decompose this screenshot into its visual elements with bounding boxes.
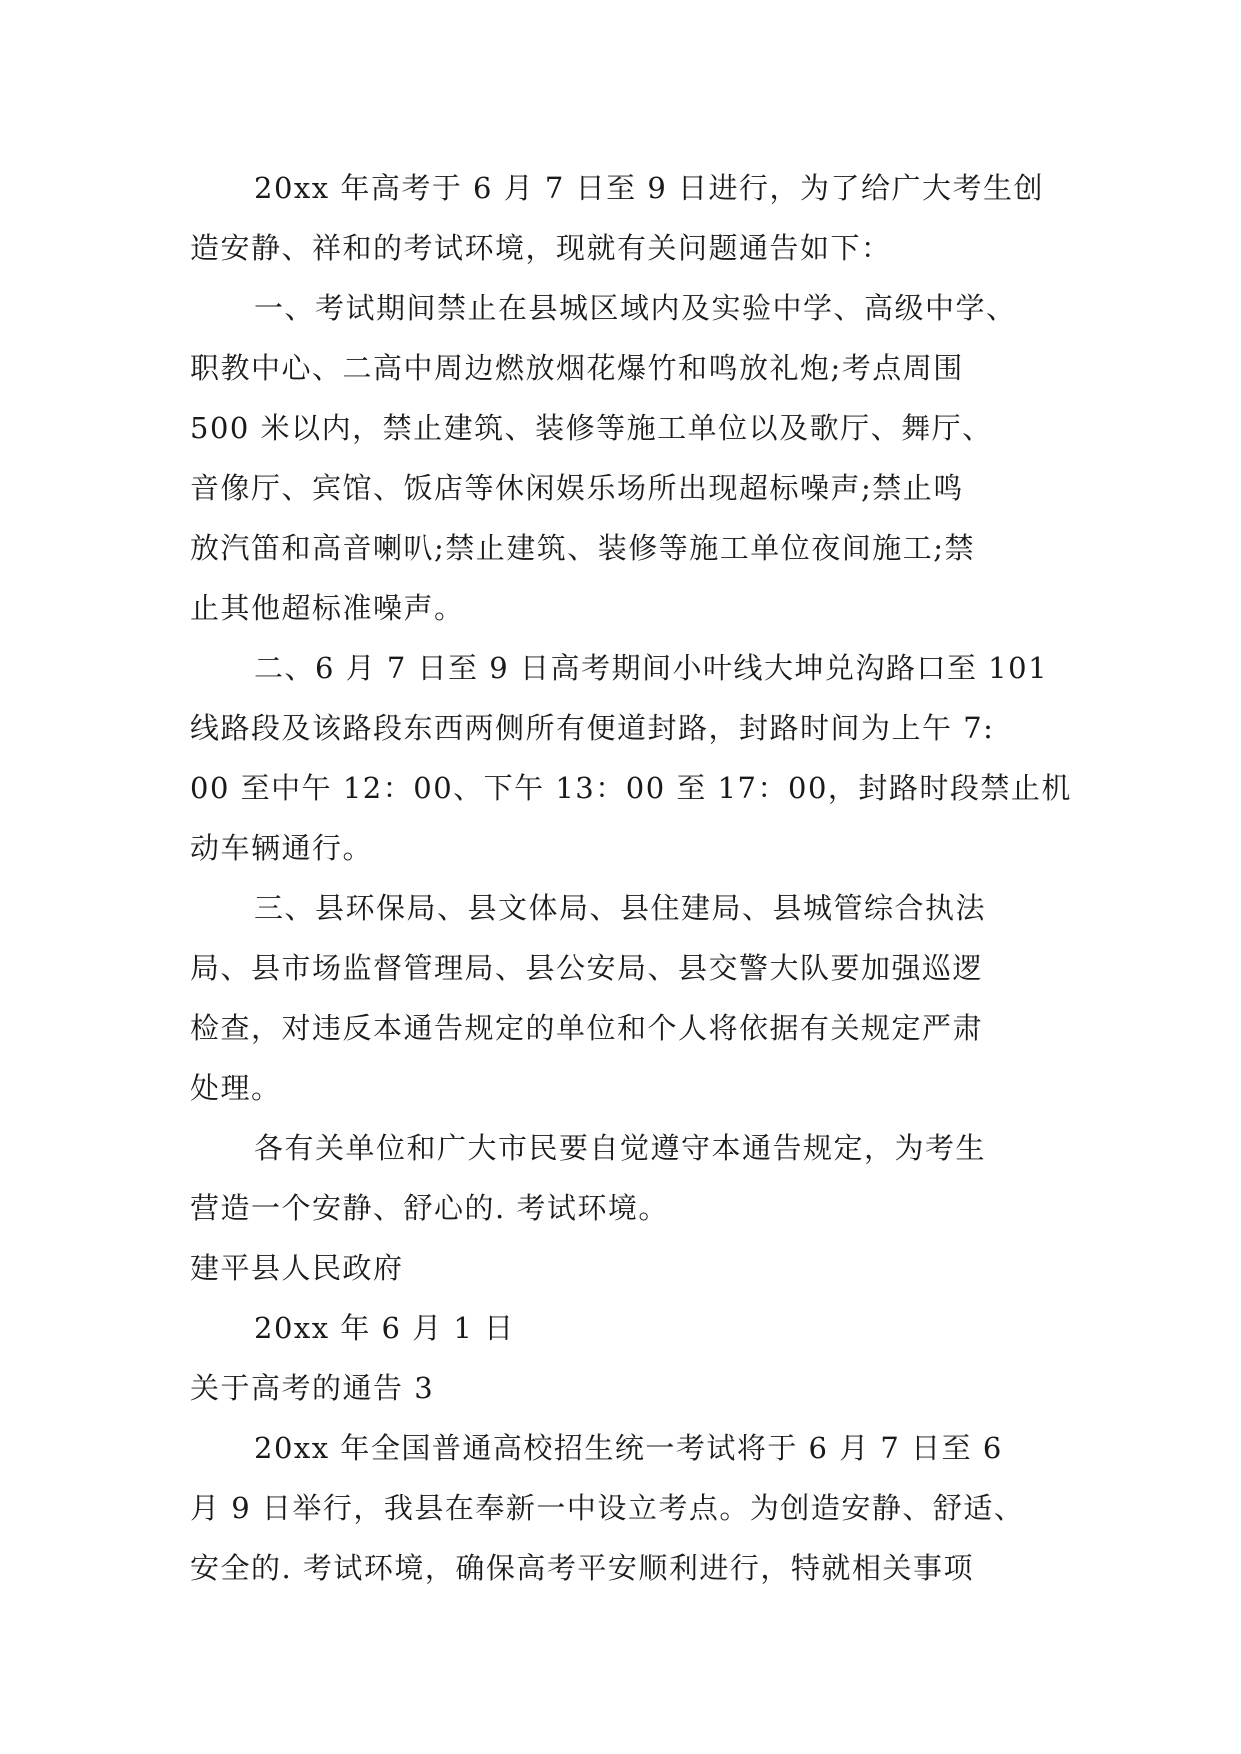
text-line: 线路段及该路段东西两侧所有便道封路，封路时间为上午 7:: [190, 711, 995, 745]
text-line: 20xx 年全国普通高校招生统一考试将于 6 月 7 日至 6: [254, 1431, 1003, 1465]
signature-date: 20xx 年 6 月 1 日: [254, 1311, 515, 1345]
text-line: 造安静、祥和的考试环境，现就有关问题通告如下：: [190, 231, 892, 265]
text-line: 各有关单位和广大市民要自觉遵守本通告规定，为考生: [254, 1131, 987, 1165]
text-line: 安全的. 考试环境，确保高考平安顺利进行，特就相关事项: [190, 1551, 974, 1585]
text-line: 止其他超标准噪声。: [190, 591, 465, 625]
section-title: 关于高考的通告 3: [190, 1371, 435, 1405]
text-line: 二、6 月 7 日至 9 日高考期间小叶线大坤兑沟路口至 101: [254, 651, 1049, 685]
text-line: 处理。: [190, 1071, 282, 1105]
text-line: 500 米以内，禁止建筑、装修等施工单位以及歌厅、舞厅、: [190, 411, 993, 445]
text-line: 放汽笛和高音喇叭;禁止建筑、装修等施工单位夜间施工;禁: [190, 531, 976, 565]
text-line: 动车辆通行。: [190, 831, 374, 865]
signature-org: 建平县人民政府: [190, 1251, 404, 1285]
text-line: 音像厅、宾馆、饭店等休闲娱乐场所出现超标噪声;禁止鸣: [190, 471, 964, 505]
text-line: 月 9 日举行，我县在奉新一中设立考点。为创造安静、舒适、: [190, 1491, 1025, 1525]
text-line: 三、县环保局、县文体局、县住建局、县城管综合执法: [254, 891, 987, 925]
text-line: 局、县市场监督管理局、县公安局、县交警大队要加强巡逻: [190, 951, 984, 985]
text-line: 20xx 年高考于 6 月 7 日至 9 日进行，为了给广大考生创: [254, 171, 1044, 205]
text-line: 检查，对违反本通告规定的单位和个人将依据有关规定严肃: [190, 1011, 984, 1045]
text-line: 职教中心、二高中周边燃放烟花爆竹和鸣放礼炮;考点周围: [190, 351, 964, 385]
text-line: 营造一个安静、舒心的. 考试环境。: [190, 1191, 669, 1225]
text-line: 一、考试期间禁止在县城区域内及实验中学、高级中学、: [254, 291, 1017, 325]
text-line: 00 至中午 12：00、下午 13：00 至 17：00，封路时段禁止机: [190, 771, 1072, 805]
document-body: [190, 158, 1072, 1598]
